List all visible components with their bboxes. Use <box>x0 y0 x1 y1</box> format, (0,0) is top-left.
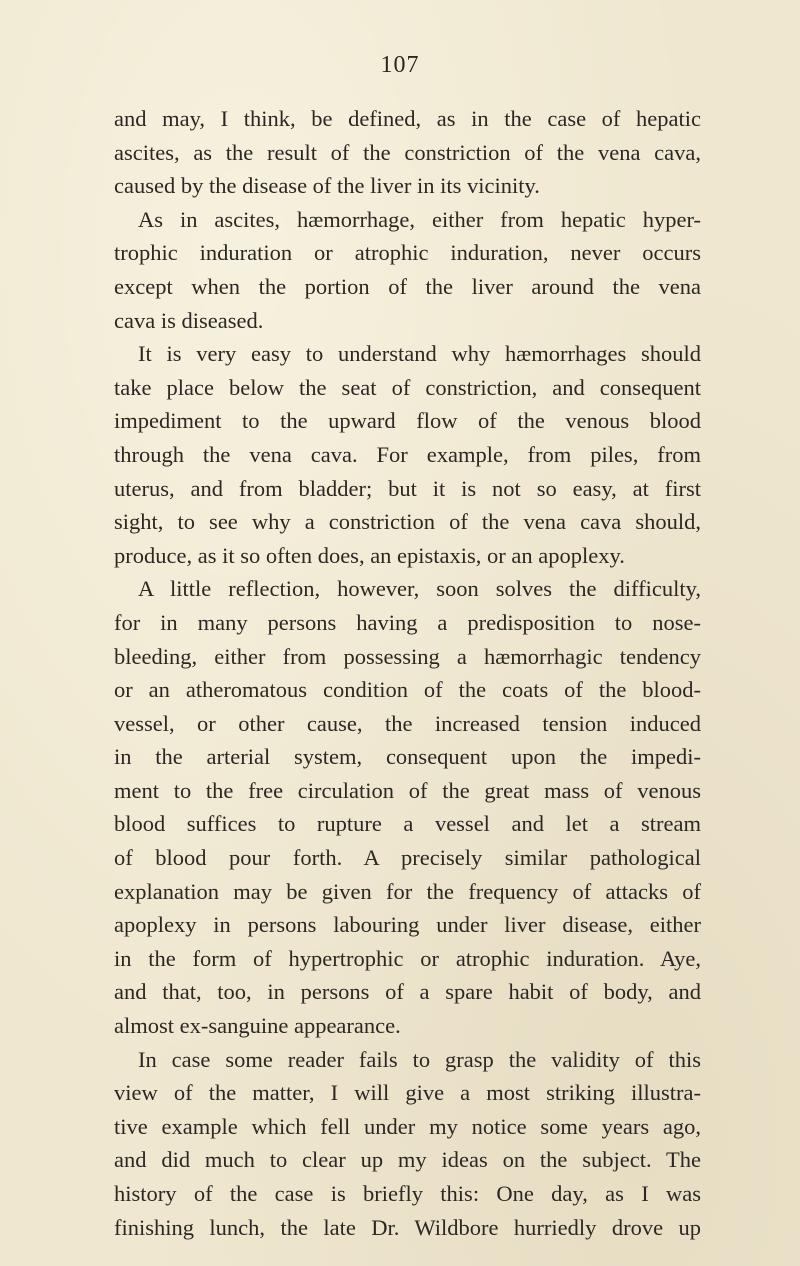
text-line: finishing lunch, the late Dr. Wildbore hurriedly drove up <box>114 1214 701 1240</box>
text-line: and that, too, in persons of a spare habit of body, and <box>114 979 701 1005</box>
text-line: sight, to see why a constriction of the vena cava should, <box>114 509 701 535</box>
text-line: history of the case is briefly this: One day, as I was <box>114 1181 701 1206</box>
text-line: ment to the free circulation of the great mass of venous <box>114 777 701 803</box>
text-line: and did much to clear up my ideas on the subject. The <box>114 1147 701 1173</box>
text-line: explanation may be given for the frequency of attacks of <box>114 878 701 904</box>
body-text <box>114 102 701 1244</box>
text-line: almost ex-sanguine appearance. <box>114 1013 401 1039</box>
page-number: 107 <box>380 52 420 78</box>
text-line: apoplexy in persons labouring under liver disease, either <box>114 912 701 938</box>
text-line: cava is diseased. <box>114 307 264 333</box>
text-line: trophic induration or atrophic induration, never occurs <box>114 240 701 266</box>
text-line: and may, I think, be defined, as in the case of hepatic <box>114 106 701 131</box>
text-line: bleeding, either from possessing a hæmorrhagic tendency <box>114 643 701 669</box>
text-line: impediment to the upward flow of the venous blood <box>114 408 701 434</box>
text-line: It is very easy to understand why hæmorrhages should <box>138 341 701 367</box>
text-line: In case some reader fails to grasp the validity of this <box>138 1046 701 1072</box>
text-line: through the vena cava. For example, from piles, from <box>114 441 701 467</box>
text-line: As in ascites, hæmorrhage, either from hepatic hyper- <box>138 206 701 232</box>
text-line: in the form of hypertrophic or atrophic induration. Aye, <box>114 945 701 971</box>
text-line: or an atheromatous condition of the coats of the blood- <box>114 677 701 703</box>
text-line: uterus, and from bladder; but it is not so easy, at first <box>114 475 701 501</box>
text-line: except when the portion of the liver around the vena <box>114 273 701 299</box>
text-line: tive example which fell under my notice some years ago, <box>114 1113 701 1139</box>
text-line: of blood pour forth. A precisely similar pathological <box>114 845 701 871</box>
text-line: in the arterial system, consequent upon the impedi- <box>114 744 701 770</box>
text-line: for in many persons having a predisposition to nose- <box>114 609 701 635</box>
text-line: vessel, or other cause, the increased tension induced <box>114 710 701 736</box>
text-line: blood suffices to rupture a vessel and let a stream <box>114 811 701 837</box>
text-line: produce, as it so often does, an epistaxis, or an apoplexy. <box>114 542 625 568</box>
text-line: A little reflection, however, soon solves the difficulty, <box>138 576 701 602</box>
text-line: ascites, as the result of the constriction of the vena cava, <box>114 139 701 165</box>
text-line: take place below the seat of constriction, and consequent <box>114 374 701 400</box>
text-line: caused by the disease of the liver in its vicinity. <box>114 173 540 199</box>
text-line: view of the matter, I will give a most striking illustra- <box>114 1080 701 1106</box>
